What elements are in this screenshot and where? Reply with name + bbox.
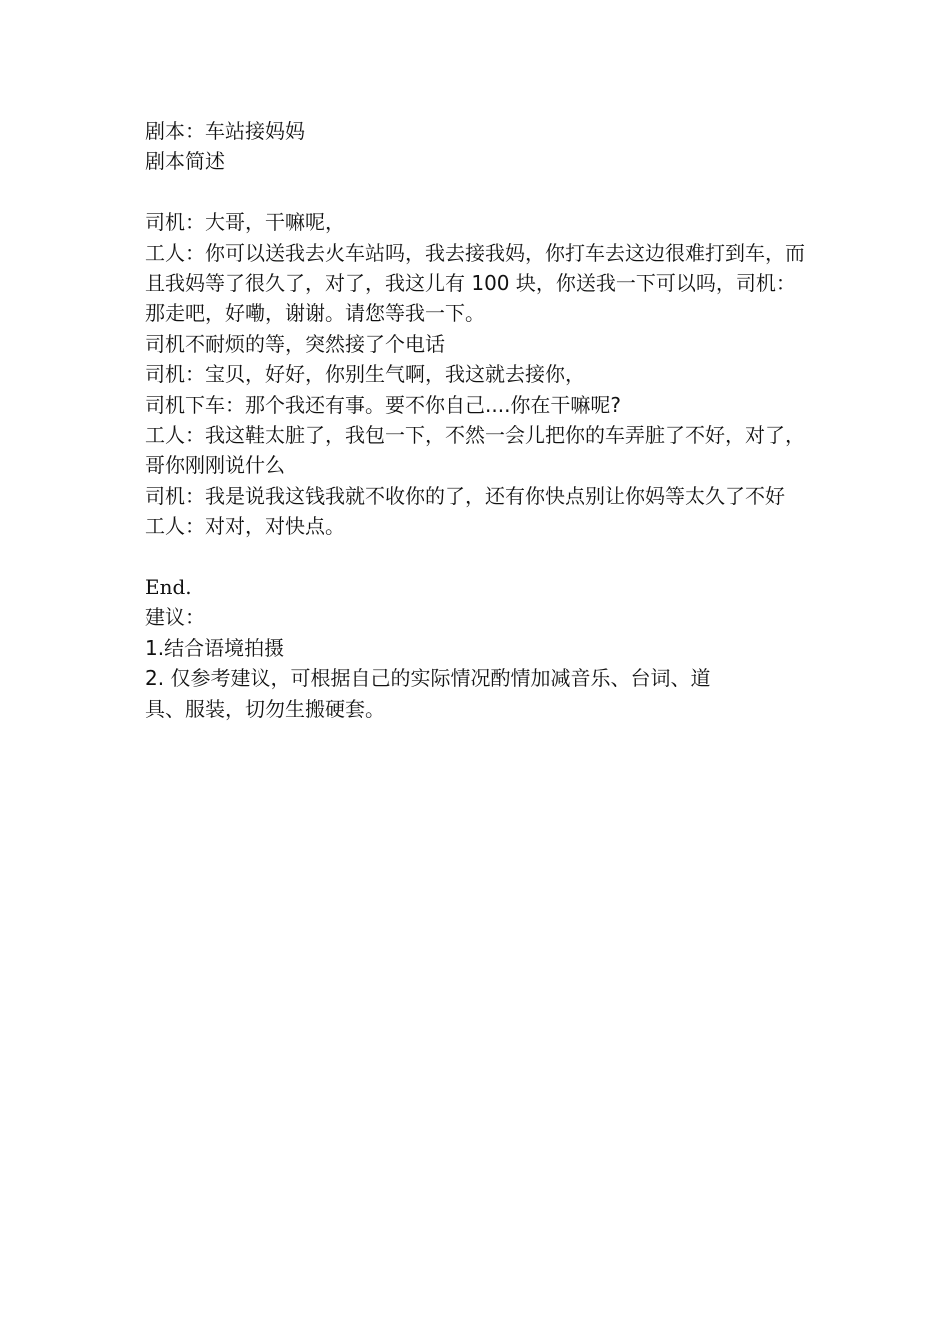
script-title: 剧本：车站接妈妈 — [145, 119, 305, 143]
suggestion-item: 2. 仅参考建议，可根据自己的实际情况酌情加减音乐、台词、道具、服装，切勿生搬硬套。 — [145, 666, 711, 721]
dialogue-line: 工人：我这鞋太脏了，我包一下，不然一会儿把你的车弄脏了不好，对了，哥你刚刚说什么 — [145, 423, 805, 478]
dialogue-line: 司机：大哥，干嘛呢， — [145, 210, 345, 235]
blank-line — [145, 542, 810, 572]
suggestions-heading: 建议： — [145, 605, 205, 630]
suggestion-item: 1.结合语境拍摄 — [145, 635, 285, 660]
dialogue-line: 司机不耐烦的等，突然接了个电话 — [145, 331, 445, 356]
dialogue-line: 司机：宝贝，好好，你别生气啊，我这就去接你， — [145, 362, 585, 387]
document-body — [145, 116, 810, 724]
dialogue-line: 工人：你可以送我去火车站吗，我去接我妈，你打车去这边很难打到车，而且我妈等了很久了，对了，我这儿有 100 块，你送我一下可以吗，司机：那走吧，好嘞，谢谢。请您等我一下。 — [145, 240, 805, 326]
dialogue-line: 工人：对对，对快点。 — [145, 514, 345, 539]
summary-heading: 剧本简述 — [145, 149, 225, 174]
end-text: End. — [145, 575, 192, 600]
dialogue-line: 司机下车：那个我还有事。要不你自己....你在干嘛呢? — [145, 392, 622, 417]
dialogue-line: 司机：我是说我这钱我就不收你的了，还有你快点别让你妈等太久了不好 — [145, 483, 785, 508]
blank-line — [145, 177, 810, 207]
